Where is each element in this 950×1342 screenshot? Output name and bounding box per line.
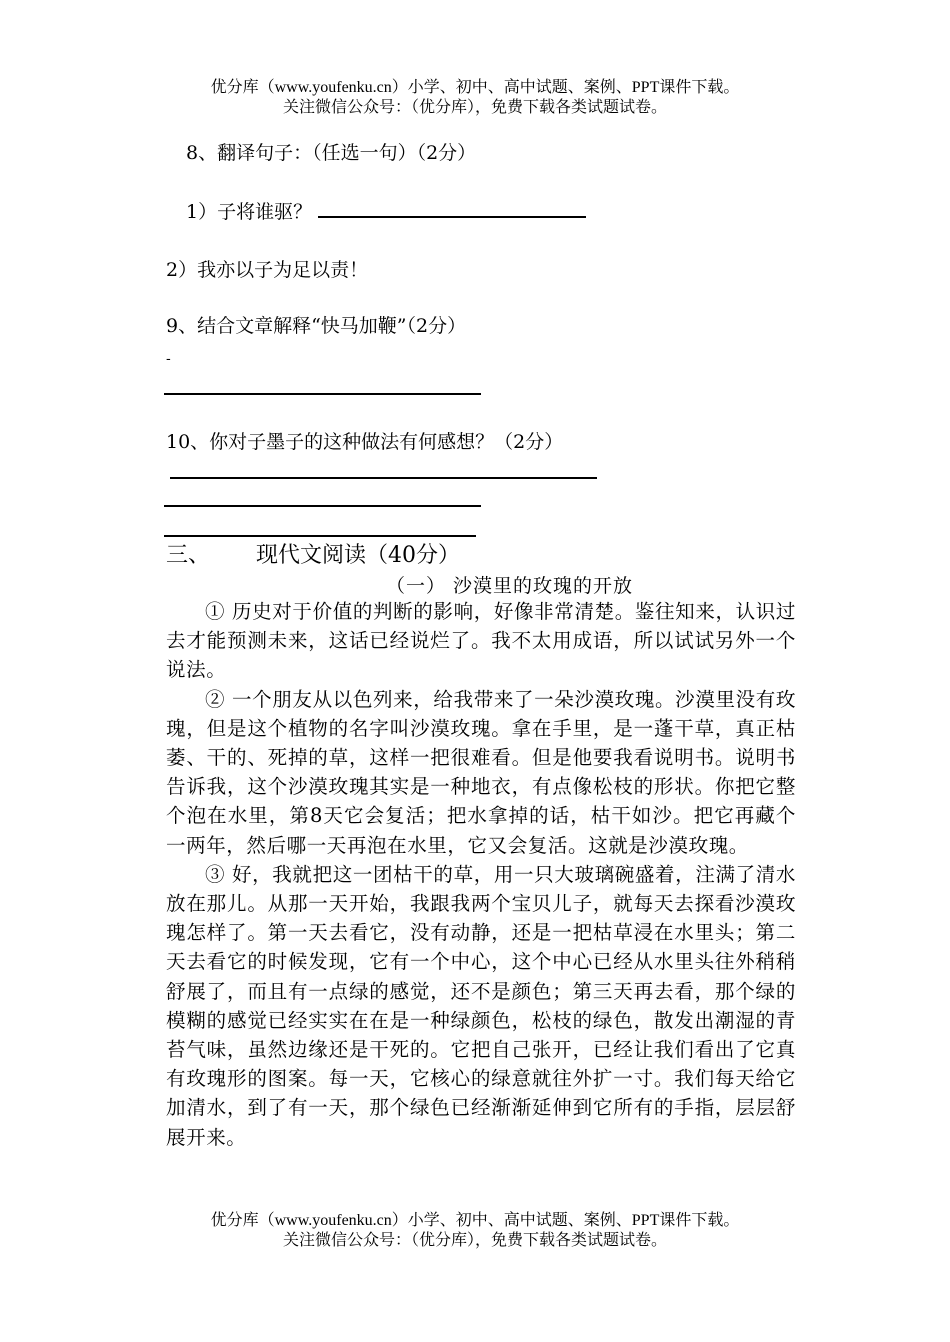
answer-line-q10-3[interactable] [164,535,476,537]
answer-line-q8[interactable] [318,198,586,218]
question-8-title: 8、翻译句子：（任选一句）（2分） [186,142,477,164]
answer-line-q9[interactable] [164,393,481,395]
question-8-option-2: 2）我亦以子为足以责！ [166,259,369,281]
dash-mark: - [166,351,171,367]
answer-line-q10-2[interactable] [164,505,481,507]
question-8-option-1 [186,198,586,225]
article-body [166,597,796,1152]
section-3-title: 现代文阅读（40分） [256,543,461,568]
question-9-title: 9、结合文章解释“快马加鞭”（2分） [166,315,467,337]
header-line-1: 优分库（www.youfenku.cn）小学、初中、高中试题、案例、PPT课件下载。 [210,79,740,96]
answer-line-q10-1[interactable] [170,477,597,479]
section-3-heading [166,541,460,571]
question-8-option-1-text: 1）子将谁驱？ [186,201,313,223]
article-paragraph-3: ③ 好，我就把这一团枯干的草，用一只大玻璃碗盛着，注满了清水放在那儿。从那一天开始，我跟我两个宝贝儿子，就每天去探看沙漠玫瑰怎样了。第一天去看它，没有动静，还是一把枯草浸在水里头；第二天去看它的时候发现，它有一个中心，这个中心已经从水里头往外稍稍舒展了，而且有一点绿的感觉，还不是颜色；第三天再去看，那个绿的模糊的感觉已经实实在在是一种绿颜色，松枝的绿色，散发出潮湿的青苔气味，虽然边缘还是干死的。它把自己张开，已经让我们看出了它真有玫瑰形的图案。每一天，它核心的绿意就往外扩一寸。我们每天给它加清水，到了有一天，那个绿色已经渐渐延伸到它所有的手指，层层舒展开来。 [166,862,796,1149]
article-paragraph-2: ② 一个朋友从以色列来，给我带来了一朵沙漠玫瑰。沙漠里没有玫瑰，但是这个植物的名字叫沙漠玫瑰。拿在手里，是一蓬干草，真正枯萎、干的、死掉的草，这样一把很难看。但是他要我看说明书。说明书告诉我，这个沙漠玫瑰其实是一种地衣，有点像松枝的形状。你把它整个泡在水里，第8天它会复活；把水拿掉的话，枯干如沙。把它再藏个一两年，然后哪一天再泡在水里，它又会复活。这就是沙漠玫瑰。 [166,687,796,857]
question-10-title: 10、你对子墨子的这种做法有何感想？（2分） [166,431,564,453]
article-subtitle: （一） 沙漠里的玫瑰的开放 [386,575,634,597]
footer-line-1: 优分库（www.youfenku.cn）小学、初中、高中试题、案例、PPT课件下载。 [210,1212,740,1229]
article-paragraph-1: ① 历史对于价值的判断的影响，好像非常清楚。鉴往知来，认识过去才能预测未来，这话已经说烂了。我不太用成语，所以试试另外一个说法。 [166,600,796,682]
footer-line-2: 关注微信公众号：（优分库），免费下载各类试题试卷。 [282,1232,667,1249]
section-3-number: 三、 [166,543,211,568]
header-line-2: 关注微信公众号：（优分库），免费下载各类试题试卷。 [282,99,667,116]
